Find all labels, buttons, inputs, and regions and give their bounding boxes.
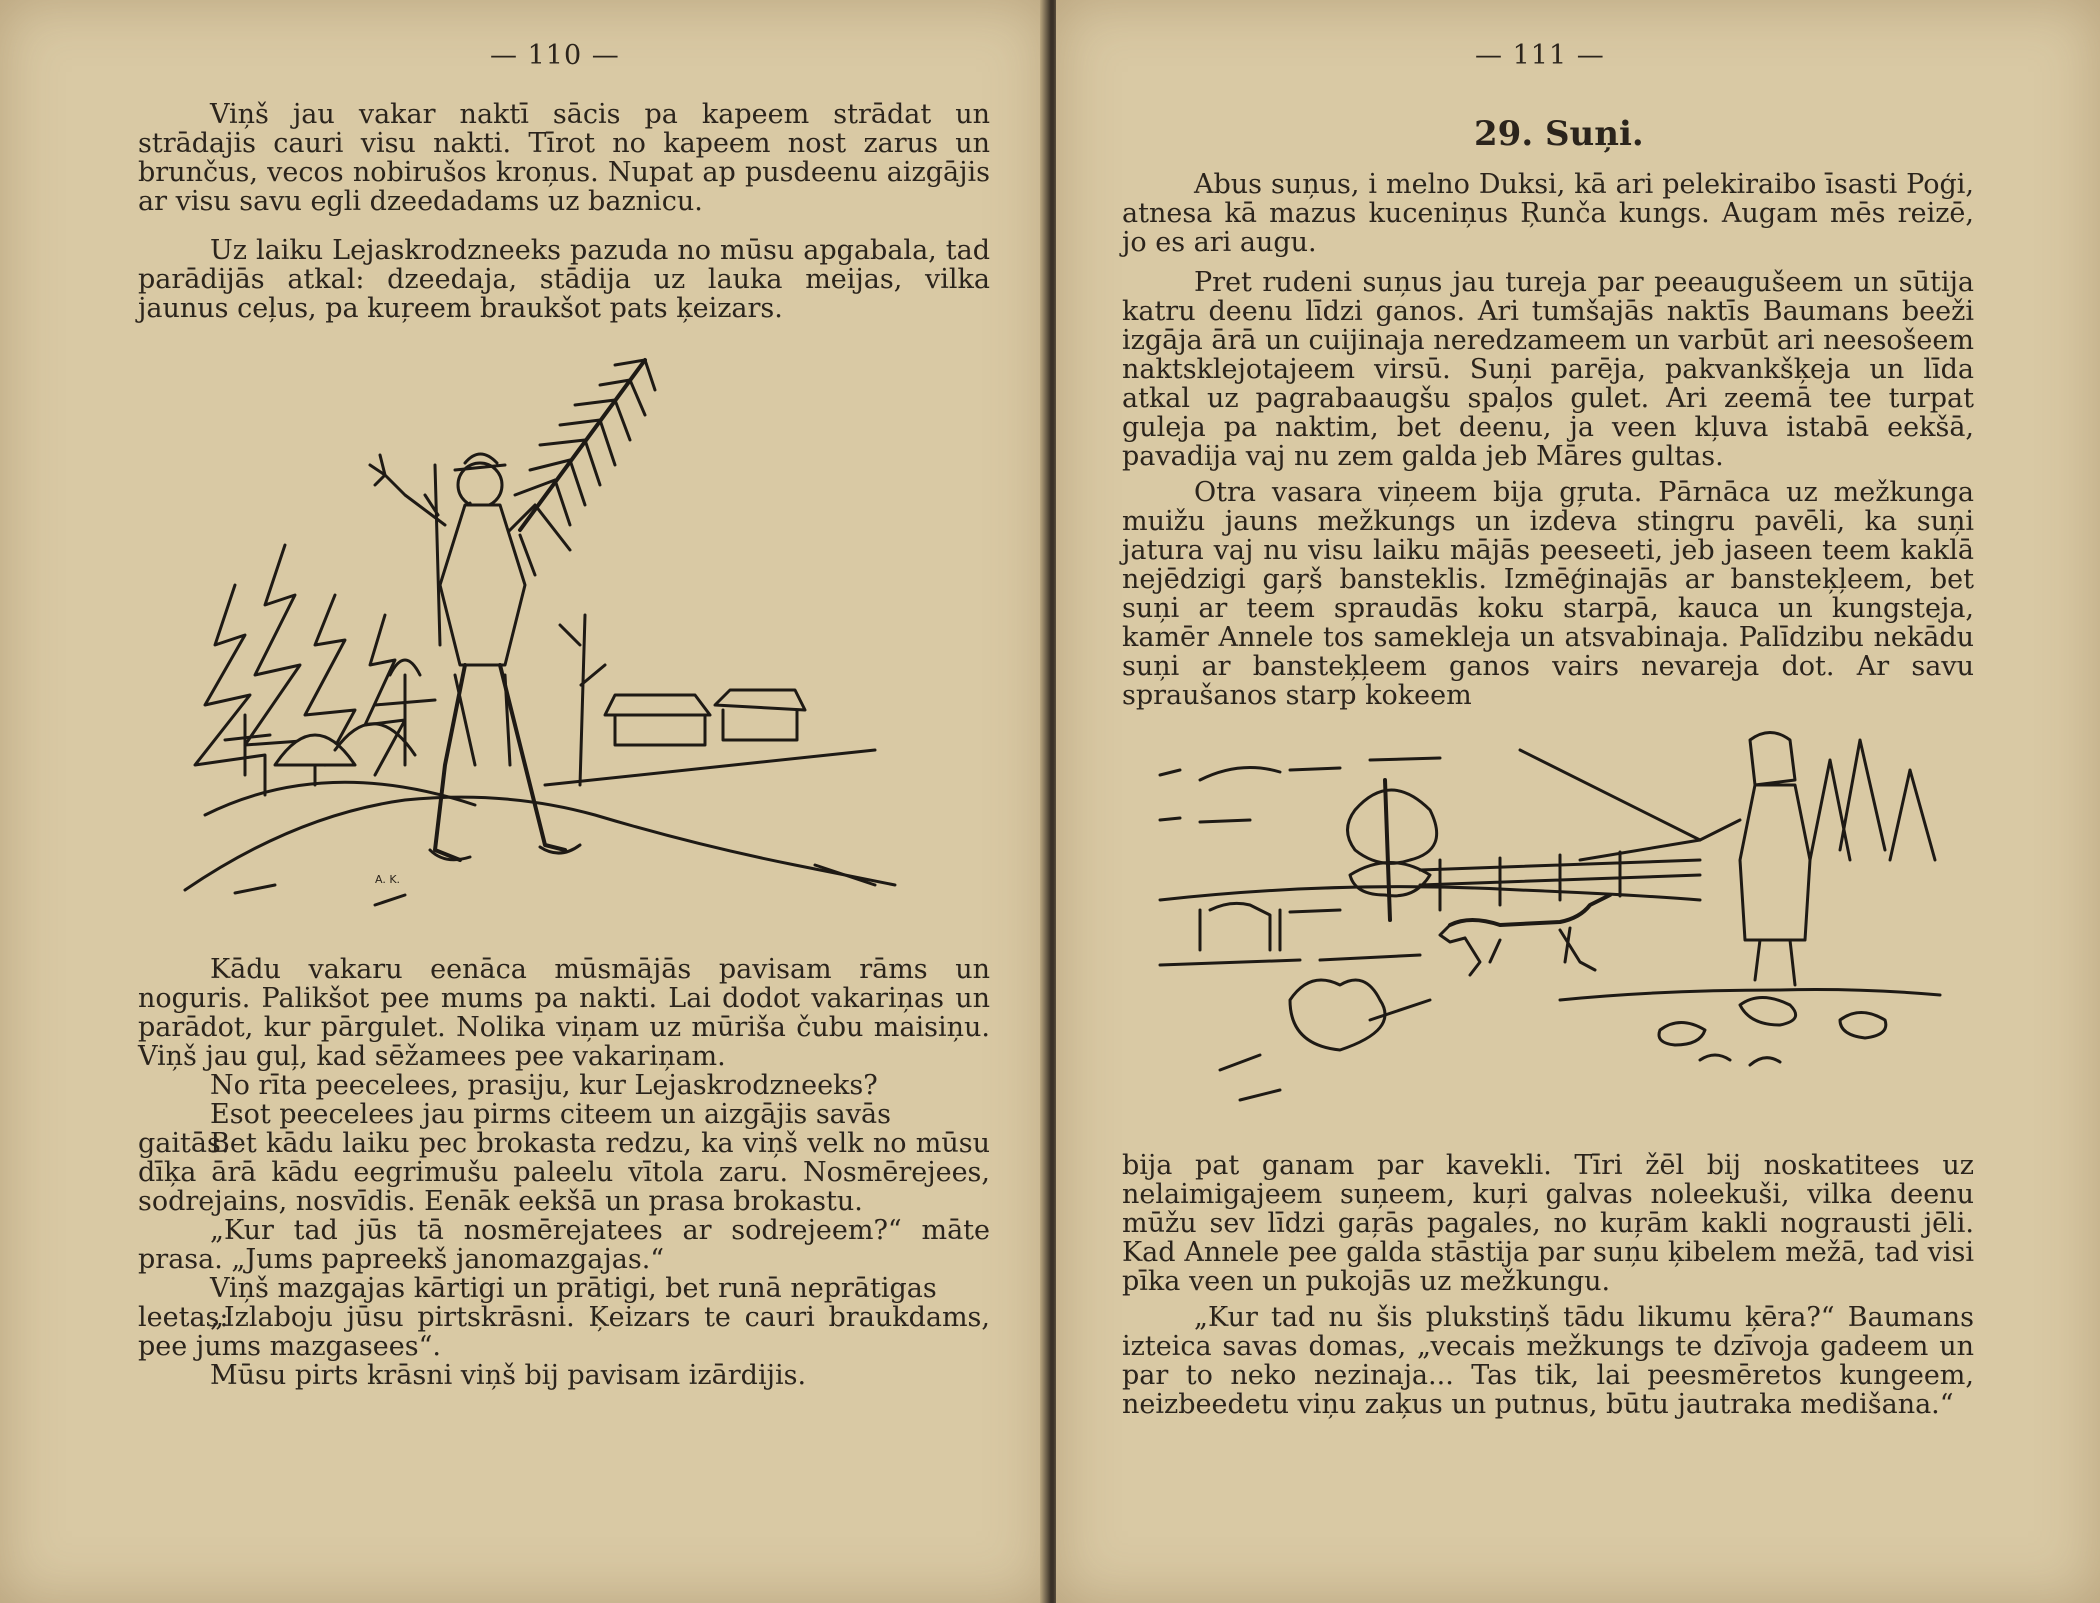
paragraph: Viņš jau vakar naktī sācis pa kapeem strādat un strādajis cauri visu nakti. Tīrot no kapeem nost zarus un brunčus, vecos nobirušos kroņus. Nupat ap pusdeenu aizgājis ar visu savu egli dzeedadams uz baznicu.	[138, 99, 990, 217]
chapter-title: 29. Suņi.	[1474, 114, 1644, 154]
page-number-right: — 111 —	[1475, 40, 1605, 71]
illustration-girl-and-dog	[1140, 700, 1960, 1130]
paragraph: „Kur tad nu šis plukstiņš tādu likumu ķēra?“ Baumans izteica savas domas, „vecais mežkungs te dzīvoja gadeem un par to neko nezinaja... Tas tik, lai peesmēretos kungeem, neizbeedetu viņu zaķus un putnus, būtu jautraka medišana.“	[1122, 1302, 1974, 1420]
paragraph: bija pat ganam par kavekli. Tīri žēl bij noskatitees uz nelaimigajeem suņeem, kuŗi galvas noleekuši, vilka deenu mūžu sev līdzi gaŗās pagales, no kuŗām kakli nograusti jēli. Kad Annele pee galda stāstija par suņu ķibelem mežā, tad visi pīka veen un pukojās uz mežkungu.	[1122, 1150, 1974, 1297]
paragraph: No rīta peecelees, prasiju, kur Lejaskrodzneeks?	[210, 1070, 878, 1101]
illustration-old-man-with-tree	[175, 345, 935, 910]
paragraph: „Kur tad jūs tā nosmērejatees ar sodrejeem?“ māte prasa. „Jums papreekš janomazgajas.“	[138, 1215, 990, 1275]
paragraph: Esot peecelees jau pirms citeem un aizgājis savās gaitās.	[138, 1099, 891, 1159]
paragraph: Pret rudeni suņus jau tureja par peeaugušeem un sūtija katru deenu līdzi ganos. Ari tumšajās naktīs Baumans beeži izgāja ārā un cuijinaja neredzameem un varbūt ari neesošeem naktsklejotajeem virsū. Suņi parēja, pakvankšķeja un līda atkal uz pagrabaaugšu spaļos gulet. Ari zeemā tee turpat guleja pa naktim, bet deenu, ja veen kļuva istabā eekšā, pavadija vaj nu zem galda jeb Māres gultas.	[1122, 267, 1974, 472]
paragraph: Abus suņus, i melno Duksi, kā ari pelekiraibo īsasti Poģi, atnesa kā mazus kuceniņus Ŗunča kungs. Augam mēs reizē, jo es ari augu.	[1122, 169, 1974, 258]
paragraph: Kādu vakaru eenāca mūsmājās pavisam rāms un noguris. Palikšot pee mums pa nakti. Lai dodot vakariņas un parādot, kur pārgulet. Nolika viņam uz mūriša čubu maisiņu. Viņš jau guļ, kad sēžamees pee vakariņam.	[138, 954, 990, 1072]
paragraph: Viņš mazgajas kārtigi un prātigi, bet runā neprātigas leetas:	[138, 1273, 937, 1333]
paragraph: Uz laiku Lejaskrodzneeks pazuda no mūsu apgabala, tad parādijās atkal: dzeedaja, stādija uz lauka meijas, vilka jaunus ceļus, pa kuŗeem braukšot pats ķeizars.	[138, 235, 990, 324]
illustration-signature: A. K.	[375, 873, 401, 886]
paragraph: „Izlaboju jūsu pirtskrāsni. Ķeizars te cauri braukdams, pee jums mazgasees“.	[138, 1302, 990, 1362]
left-page	[0, 0, 1048, 1603]
paragraph: Bet kādu laiku pec brokasta redzu, ka viņš velk no mūsu dīķa ārā kādu eegrimušu paleelu vītola zaru. Nosmērejees, sodrejains, nosvīdis. Eenāk eekšā un prasa brokastu.	[138, 1128, 990, 1217]
paragraph: Mūsu pirts krāsni viņš bij pavisam izārdijis.	[210, 1360, 807, 1391]
page-number-left: — 110 —	[490, 40, 620, 71]
paragraph: Otra vasara viņeem bija gŗuta. Pārnāca uz mežkunga muižu jauns mežkungs un izdeva stingru pavēli, ka suņi jatura vaj nu visu laiku mājās peeseeti, jeb jaseen teem kaklā nejēdzigi gaŗš bansteklis. Izmēģinajās ar bansteķļeem, bet suņi ar teem spraudās koku starpā, kauca un kungsteja, kamēr Annele tos samekleja un atsvabinaja. Palīdzibu nekādu suņi ar bansteķļeem ganos vairs nevareja dot. Ar savu spraušanos starp kokeem	[1122, 477, 1974, 711]
